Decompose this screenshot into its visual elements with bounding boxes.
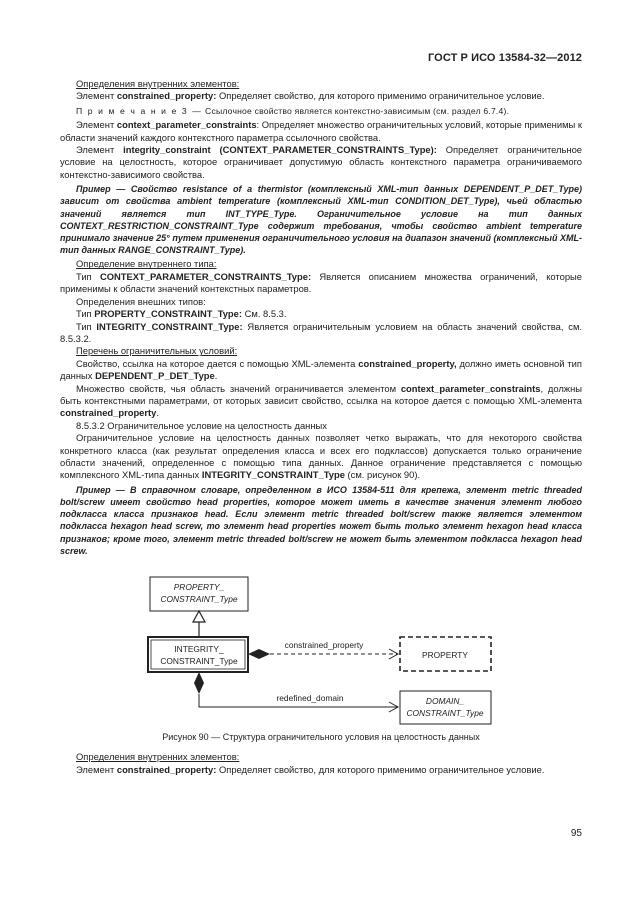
paragraph: Элемент constrained_property: Определяет свойство, для которого применимо ограничительное условие.	[76, 763, 545, 775]
section-heading: Определения внешних типов:	[76, 295, 206, 307]
inheritance-arrowhead	[193, 611, 205, 622]
page-body	[60, 78, 582, 776]
aggregation-diamond-bottom	[194, 672, 204, 694]
document-header: ГОСТ Р ИСО 13584-32—2012	[427, 52, 582, 64]
label-integrity-constraint-2: CONSTRAINT_Type	[160, 656, 238, 666]
paragraph: Тип CONTEXT_PARAMETER_CONSTRAINTS_Type: Является описанием множества ограничений, которые применимы к области значений контекстных параметров.	[60, 270, 582, 295]
label-property: PROPERTY	[422, 650, 468, 660]
box-integrity-constraint-type	[148, 637, 248, 672]
paragraph: Ограничительное условие на целостность данных позволяет четко выражать, что для некоторого свойства конкретного класса (как результат определения класса и всех его подклассов) допускается только ограничение области значений, определенное с помощью типа данных. Данное ограничение представляется с помощью комплексного XML-типа данных INTEGRITY_CONSTRAINT_Type (см. рисунок 90).	[60, 432, 582, 481]
paragraph: Свойство, ссылка на которое дается с помощью XML-элемента constrained_property, должно иметь основной тип данных DEPENDENT_P_DET_Type.	[60, 357, 582, 382]
paragraph: Тип PROPERTY_CONSTRAINT_Type: См. 8.5.3.	[76, 308, 287, 320]
example-text: Пример — В справочном словаре, определенном в ИСО 13584-511 для крепежа, элемент metric threaded bolt/screw имеет свойство head properties, которое может иметь в качестве значения элемент любого подкласса класса признаков head. Если элемент metric threaded bolt/screw также является элементом подкласса hexagon head screw, то элемент head properties может быть только элемент hexagon head класса признаков; кроме того, элемент metric threaded bolt/screw не может быть элементом подкласса hexagon head screw.	[60, 484, 582, 556]
paragraph: Множество свойств, чья область значений ограничивается элементом context_parameter_constraints, должны быть контекстными параметрами, от которых зависит свойство, ссылка на которое дается с помощью XML-элемента constrained_property.	[60, 382, 582, 419]
label-integrity-constraint-1: INTEGRITY_	[174, 644, 224, 654]
label-domain-constraint-1: DOMAIN_	[425, 696, 465, 706]
figure-caption: Рисунок 90 — Структура ограничительного условия на целостность данных	[162, 732, 480, 742]
label-property-constraint-1: PROPERTY_	[173, 582, 225, 592]
paragraph: Элемент integrity_constraint (CONTEXT_PARAMETER_CONSTRAINTS_Type): Определяет ограничительное условие на целостность, которое ограничивает допустимую область контекстного параметра ограничиваемого контекстно-зависимого свойства.	[60, 144, 582, 180]
example-text: Пример — Свойство resistance of a thermistor (комплексный XML-тип данных DEPENDENT_P_DET_Type) зависит от свойства ambient temperature (комплексный XML-тип CONDITION_DET_Type), чьей областью значений является тип INT_TYPE_Type. Ограничительное условие на тип данных CONTEXT_RESTRICTION_CONSTRAINT_Type содержит требования, чтобы свойство ambient temperature принимало значение 25° путем применения ограничительного условия на диапазон значений (комплексный XML-тип данных RANGE_CONSTRAINT_Type).	[60, 184, 582, 256]
label-constrained-property: constrained_property	[284, 640, 364, 650]
section-heading: Определение внутреннего типа:	[76, 258, 217, 270]
label-property-constraint-2: CONSTRAINT_Type	[160, 594, 238, 604]
label-redefined-domain: redefined_domain	[276, 693, 344, 703]
aggregation-diamond-right	[248, 649, 270, 659]
label-domain-constraint-2: CONSTRAINT_Type	[406, 708, 484, 718]
paragraph: Тип INTEGRITY_CONSTRAINT_Type: Является ограничительным условием на область значений свойства, см. 8.5.3.2.	[60, 320, 582, 344]
section-heading: Определения внутренних элементов:	[76, 751, 240, 763]
paragraph: Элемент constrained_property: Определяет свойство, для которого применимо ограничительное условие.	[76, 90, 545, 102]
section-heading: Определения внутренних элементов:	[76, 78, 240, 89]
section-heading: Перечень ограничительных условий:	[76, 345, 238, 357]
section-heading: 8.5.3.2 Ограничительное условие на целостность данных	[76, 419, 327, 431]
page-number: 95	[570, 828, 582, 839]
paragraph: Элемент context_parameter_constraints: Определяет множество ограничительных условий, которые применимы к области значений каждого контекстного параметра ссылочного свойства.	[60, 119, 582, 143]
note: П р и м е ч а н и е 3 — Ссылочное свойство является контекстно-зависимым (см. раздел 6.7.4).	[76, 105, 510, 116]
figure-90-diagram	[60, 571, 582, 731]
